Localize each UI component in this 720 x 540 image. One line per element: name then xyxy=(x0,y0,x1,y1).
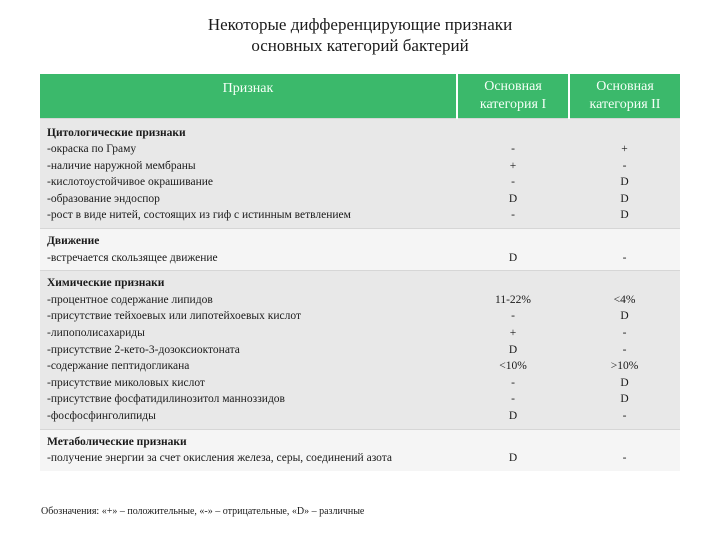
value-cat2: - xyxy=(622,343,627,356)
category-title: Движение xyxy=(47,235,100,248)
category-title: Цитологические признаки xyxy=(47,126,186,139)
feature-label: -липополисахариды xyxy=(47,327,145,340)
category-2-cell xyxy=(569,118,680,229)
table-row-chemical xyxy=(40,271,680,429)
value-cat2: >10% xyxy=(610,360,639,373)
value-cat1: D xyxy=(508,192,518,205)
feature-label: -получение энергии за счет окисления железа, серы, соединений азота xyxy=(47,452,393,465)
value-cat2: D xyxy=(620,376,629,389)
value-cat2: - xyxy=(622,327,627,340)
category-title: Химические признаки xyxy=(47,277,165,290)
feature-label: -процентное содержание липидов xyxy=(47,293,213,306)
value-cat1: - xyxy=(511,143,515,156)
category-title: Метаболические признаки xyxy=(47,435,187,448)
feature-label: -присутствие миколовых кислот xyxy=(47,376,205,389)
value-cat1: <10% xyxy=(499,360,527,373)
value-cat1: D xyxy=(508,251,518,264)
category-1-cell xyxy=(457,271,569,429)
feature-label: -встречается скользящее движение xyxy=(47,251,218,264)
value-cat2: - xyxy=(622,159,627,172)
table-row-metabolic xyxy=(40,429,680,471)
feature-label: -фосфосфинголипиды xyxy=(47,410,156,422)
value-cat2: D xyxy=(620,209,629,222)
header-category-1: Основная категория I xyxy=(457,74,569,118)
value-cat1: - xyxy=(511,209,515,222)
category-2-cell xyxy=(569,271,680,429)
value-cat1: - xyxy=(511,376,515,389)
feature-label: -присутствие тейхоевых или липотейхоевых кислот xyxy=(47,310,301,323)
table-header-row xyxy=(40,74,680,118)
value-cat2: + xyxy=(621,143,628,156)
category-1-cell xyxy=(457,118,569,229)
value-cat1: D xyxy=(508,452,518,465)
value-cat2: D xyxy=(620,192,629,205)
table-row-movement xyxy=(40,229,680,271)
feature-label: -рост в виде нитей, состоящих из гиф с истинным ветвлением xyxy=(47,209,351,222)
header-feature: Признак xyxy=(40,74,457,118)
feature-cell xyxy=(40,118,457,229)
value-cat2: - xyxy=(622,410,627,422)
value-cat1: 11-22% xyxy=(495,293,531,306)
title-line-2: основных категорий бактерий xyxy=(251,36,469,55)
feature-label: -наличие наружной мембраны xyxy=(47,159,196,172)
feature-cell xyxy=(40,271,457,429)
feature-cell xyxy=(40,229,457,271)
value-cat2: - xyxy=(622,452,627,465)
page-title xyxy=(0,14,720,56)
title-line-1: Некоторые дифференцирующие признаки xyxy=(207,15,513,34)
value-cat1: - xyxy=(511,310,515,323)
value-cat1: + xyxy=(509,327,517,340)
feature-label: -присутствие фосфатидилинозитол манноззидов xyxy=(47,393,285,406)
value-cat2: <4% xyxy=(613,293,636,306)
value-cat2: D xyxy=(620,393,629,406)
features-table xyxy=(40,74,680,471)
feature-label: -присутствие 2-кето-3-дозоксиоктоната xyxy=(47,343,240,356)
category-1-cell xyxy=(457,229,569,271)
feature-label: -образование эндоспор xyxy=(47,192,160,205)
feature-cell xyxy=(40,429,457,471)
feature-label: -содержание пептидогликана xyxy=(47,360,190,373)
value-cat2: - xyxy=(622,251,627,264)
value-cat1: D xyxy=(508,343,518,356)
value-cat1: + xyxy=(509,159,517,172)
feature-label: -окраска по Граму xyxy=(47,143,137,156)
footnote: Обозначения: «+» – положительные, «-» – отрицательные, «D» – различные xyxy=(41,506,365,517)
feature-label: -кислотоустойчивое окрашивание xyxy=(47,176,213,189)
value-cat2: D xyxy=(620,176,629,189)
value-cat1: - xyxy=(511,393,515,406)
table-row-cytological xyxy=(40,118,680,229)
value-cat2: D xyxy=(620,310,629,323)
value-cat1: D xyxy=(508,410,518,422)
category-1-cell xyxy=(457,429,569,471)
value-cat1: - xyxy=(511,176,515,189)
category-2-cell xyxy=(569,429,680,471)
header-category-2: Основная категория II xyxy=(569,74,680,118)
category-2-cell xyxy=(569,229,680,271)
